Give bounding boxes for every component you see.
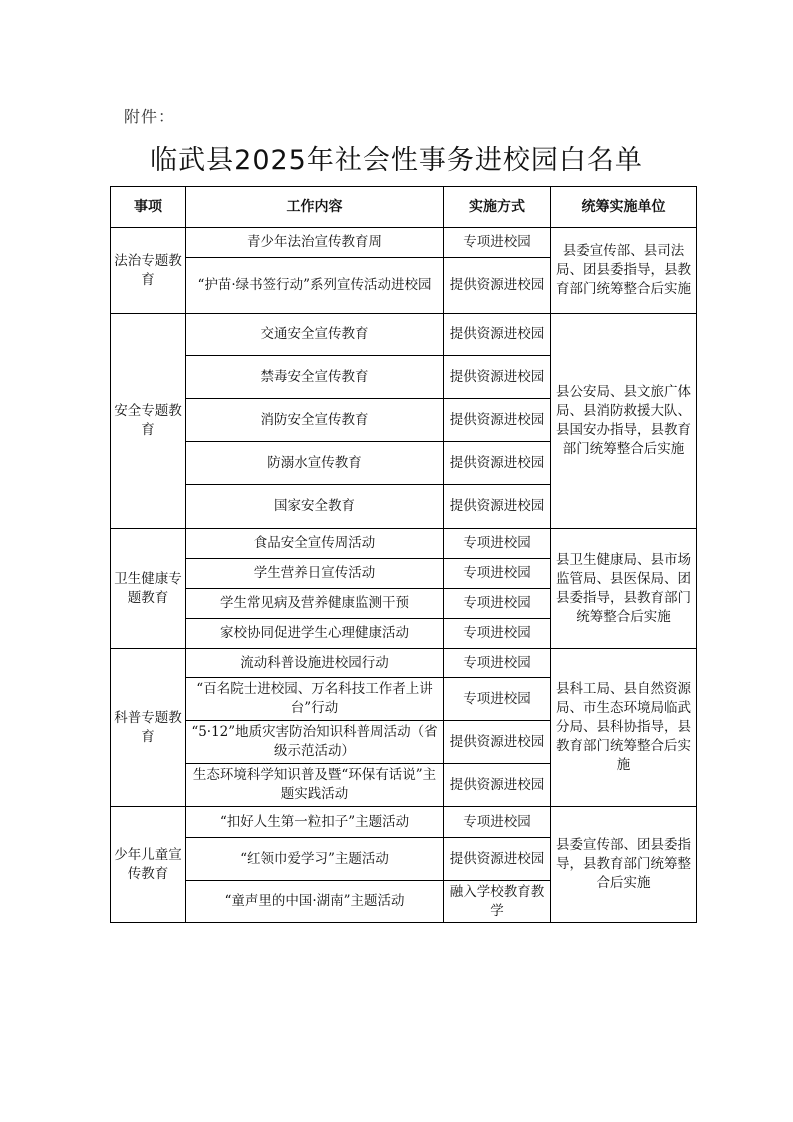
- category-cell: 科普专题教育: [111, 649, 186, 807]
- content-cell: “童声里的中国·湖南”主题活动: [186, 881, 444, 923]
- method-cell: 提供资源进校园: [444, 721, 551, 764]
- method-cell: 专项进校园: [444, 619, 551, 649]
- method-cell: 专项进校园: [444, 678, 551, 721]
- category-cell: 法治专题教育: [111, 228, 186, 314]
- category-cell: 卫生健康专题教育: [111, 529, 186, 649]
- unit-cell: 县公安局、县文旅广体局、县消防救援大队、县国安办指导，县教育部门统筹整合后实施: [551, 314, 697, 529]
- method-cell: 专项进校园: [444, 649, 551, 678]
- table-row: [111, 649, 697, 678]
- table-row: [111, 314, 697, 356]
- content-cell: “扣好人生第一粒扣子”主题活动: [186, 807, 444, 838]
- content-cell: 食品安全宣传周活动: [186, 529, 444, 559]
- method-cell: 提供资源进校园: [444, 764, 551, 807]
- method-cell: 融入学校教育教学: [444, 881, 551, 923]
- table-row: [111, 529, 697, 559]
- unit-cell: 县卫生健康局、县市场监管局、县医保局、团县委指导，县教育部门统筹整合后实施: [551, 529, 697, 649]
- content-cell: 禁毒安全宣传教育: [186, 356, 444, 399]
- attachment-label: 附件：: [124, 107, 176, 126]
- unit-cell: 县委宣传部、县司法局、团县委指导，县教育部门统筹整合后实施: [551, 228, 697, 314]
- method-cell: 提供资源进校园: [444, 314, 551, 356]
- content-cell: “护苗·绿书签行动”系列宣传活动进校园: [186, 258, 444, 314]
- content-cell: 生态环境科学知识普及暨“环保有话说”主题实践活动: [186, 764, 444, 807]
- content-cell: 交通安全宣传教育: [186, 314, 444, 356]
- content-cell: 家校协同促进学生心理健康活动: [186, 619, 444, 649]
- header-unit: 统筹实施单位: [551, 187, 697, 228]
- header-category: 事项: [111, 187, 186, 228]
- unit-cell: 县科工局、县自然资源局、市生态环境局临武分局、县科协指导，县教育部门统筹整合后实施: [551, 649, 697, 807]
- content-cell: 防溺水宣传教育: [186, 442, 444, 485]
- content-cell: “5·12”地质灾害防治知识科普周活动（省级示范活动）: [186, 721, 444, 764]
- content-cell: 消防安全宣传教育: [186, 399, 444, 442]
- method-cell: 提供资源进校园: [444, 442, 551, 485]
- table-header-row: [111, 187, 697, 228]
- method-cell: 提供资源进校园: [444, 485, 551, 529]
- table-row: [111, 807, 697, 838]
- method-cell: 提供资源进校园: [444, 838, 551, 881]
- header-content: 工作内容: [186, 187, 444, 228]
- category-cell: 少年儿童宣传教育: [111, 807, 186, 923]
- method-cell: 专项进校园: [444, 529, 551, 559]
- method-cell: 专项进校园: [444, 589, 551, 619]
- method-cell: 专项进校园: [444, 807, 551, 838]
- method-cell: 专项进校园: [444, 228, 551, 258]
- content-cell: 学生常见病及营养健康监测干预: [186, 589, 444, 619]
- method-cell: 提供资源进校园: [444, 258, 551, 314]
- category-cell: 安全专题教育: [111, 314, 186, 529]
- content-cell: “红领巾爱学习”主题活动: [186, 838, 444, 881]
- content-cell: 流动科普设施进校园行动: [186, 649, 444, 678]
- content-cell: 青少年法治宣传教育周: [186, 228, 444, 258]
- header-method: 实施方式: [444, 187, 551, 228]
- content-cell: 学生营养日宣传活动: [186, 559, 444, 589]
- page-title: 临武县2025年社会性事务进校园白名单: [150, 145, 643, 176]
- unit-cell: 县委宣传部、团县委指导，县教育部门统筹整合后实施: [551, 807, 697, 923]
- content-cell: “百名院士进校园、万名科技工作者上讲台”行动: [186, 678, 444, 721]
- table-row: [111, 228, 697, 258]
- method-cell: 提供资源进校园: [444, 356, 551, 399]
- whitelist-table: [110, 186, 697, 923]
- method-cell: 提供资源进校园: [444, 399, 551, 442]
- method-cell: 专项进校园: [444, 559, 551, 589]
- content-cell: 国家安全教育: [186, 485, 444, 529]
